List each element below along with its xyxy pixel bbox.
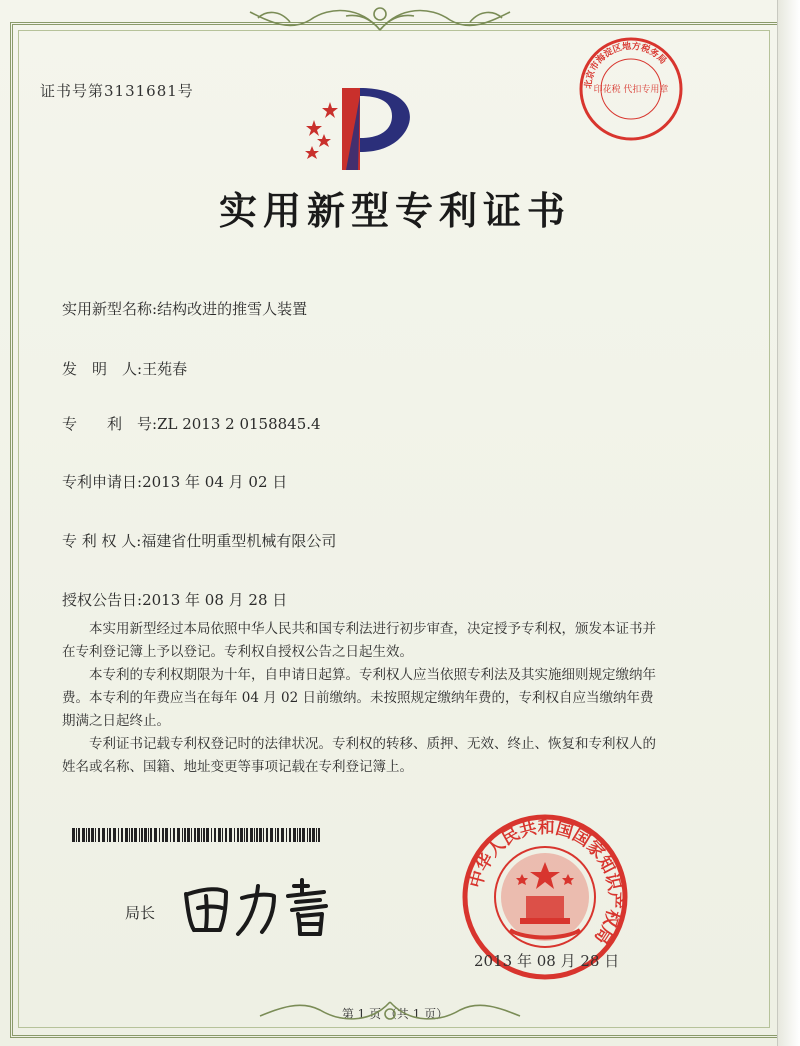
tax-stamp-seal-icon — [576, 34, 686, 144]
barcode-bar — [82, 828, 85, 842]
director-label: 局长 — [125, 904, 156, 922]
barcode-bar — [170, 828, 171, 842]
seal-small-ring-text: 北京市海淀区地方税务局 — [583, 41, 668, 90]
field-label: 实用新型名称: — [62, 300, 158, 318]
barcode-bar — [254, 828, 255, 842]
barcode-bar — [218, 828, 221, 842]
barcode-bar — [225, 828, 227, 842]
barcode-bar — [307, 828, 308, 842]
barcode-bar — [113, 828, 116, 842]
field-label: 专 利 号: — [62, 415, 158, 433]
body-paragraph: 本实用新型经过本局依照中华人民共和国专利法进行初步审查，决定授予专利权，颁发本证书并在专利登记簿上予以登记。专利权自授权公告之日起生效。 — [62, 621, 656, 660]
barcode-bar — [275, 828, 276, 842]
barcode-bar — [240, 828, 243, 842]
barcode-bar — [316, 828, 317, 842]
svg-text:北京市海淀区地方税务局 — [582, 40, 669, 90]
barcode-bar — [244, 828, 245, 842]
barcode-bar — [118, 828, 119, 842]
seal-small-center-text: 印花税 代扣专用章 — [593, 85, 669, 95]
barcode-bar — [309, 828, 311, 842]
barcode-bar — [182, 828, 183, 842]
barcode-bar — [88, 828, 90, 842]
barcode-bar — [187, 828, 190, 842]
barcode-bar — [289, 828, 291, 842]
barcode-bar — [286, 828, 287, 842]
page-footer: 第 1 页 （共 1 页） — [341, 1007, 449, 1021]
barcode-bar — [102, 828, 105, 842]
barcode-bar — [144, 828, 147, 842]
barcode-bar — [177, 828, 180, 842]
barcode-bar — [246, 828, 248, 842]
field-label: 授权公告日: — [62, 591, 143, 609]
barcode-bar — [201, 828, 202, 842]
field-value: 2013 年 04 月 02 日 — [142, 473, 288, 491]
barcode-bar — [211, 828, 212, 842]
barcode-bar — [72, 828, 75, 842]
barcode-bar — [148, 828, 149, 842]
certificate-body — [62, 618, 662, 779]
barcode-bar — [263, 828, 264, 842]
director-signature-icon — [176, 872, 356, 942]
field-application-date — [62, 471, 287, 492]
barcode-bar — [139, 828, 140, 842]
barcode-bar — [184, 828, 186, 842]
barcode-bar — [266, 828, 268, 842]
barcode-bar — [141, 828, 143, 842]
barcode-bar — [91, 828, 94, 842]
barcode-bar — [194, 828, 196, 842]
barcode-bar — [173, 828, 175, 842]
field-patentee — [62, 530, 336, 551]
barcode-bar — [197, 828, 200, 842]
barcode-bar — [78, 828, 80, 842]
barcode-icon — [72, 828, 322, 842]
barcode-bar — [259, 828, 262, 842]
barcode-bar — [125, 828, 128, 842]
barcode-bar — [270, 828, 273, 842]
barcode-bar — [214, 828, 216, 842]
field-value: 王苑春 — [142, 360, 188, 378]
barcode-bar — [281, 828, 284, 842]
barcode-bar — [162, 828, 164, 842]
barcode-bar — [250, 828, 253, 842]
barcode-bar — [98, 828, 100, 842]
field-value: 福建省仕明重型机械有限公司 — [141, 532, 337, 550]
field-value: 结构改进的推雪人装置 — [157, 300, 308, 318]
barcode-bar — [134, 828, 137, 842]
barcode-bar — [107, 828, 108, 842]
barcode-bar — [234, 828, 235, 842]
barcode-bar — [312, 828, 315, 842]
barcode-bar — [76, 828, 77, 842]
barcode-bar — [191, 828, 192, 842]
bottom-ornament-icon — [240, 996, 540, 1026]
field-grant-date — [62, 589, 287, 610]
barcode-bar — [206, 828, 209, 842]
barcode-bar — [256, 828, 258, 842]
body-paragraph: 专利证书记载专利权登记时的法律状况。专利权的转移、质押、无效、终止、恢复和专利权人的姓名或名称、国籍、地址变更等事项记载在专利登记簿上。 — [62, 736, 656, 775]
barcode-bar — [293, 828, 296, 842]
barcode-bar — [318, 828, 320, 842]
field-patent-number — [62, 413, 321, 434]
barcode-bar — [203, 828, 205, 842]
barcode-bar — [229, 828, 232, 842]
seal-date: 2013 年 08 月 28 日 — [474, 952, 620, 970]
field-label: 专利申请日: — [62, 473, 143, 491]
barcode-bar — [165, 828, 168, 842]
barcode-bar — [237, 828, 239, 842]
field-inventor — [62, 358, 187, 379]
certificate-title: 实用新型专利证书 — [218, 188, 571, 233]
barcode-bar — [150, 828, 152, 842]
barcode-bar — [109, 828, 111, 842]
barcode-bar — [222, 828, 223, 842]
barcode-bar — [159, 828, 160, 842]
barcode-bar — [302, 828, 305, 842]
barcode-bar — [154, 828, 157, 842]
barcode-bar — [131, 828, 133, 842]
patent-office-logo-icon — [300, 78, 430, 178]
barcode-bar — [121, 828, 123, 842]
field-value: ZL 2013 2 0158845.4 — [157, 415, 321, 433]
barcode-bar — [86, 828, 87, 842]
barcode-bar — [299, 828, 301, 842]
scan-edge — [777, 0, 800, 1046]
body-paragraph: 本专利的专利权期限为十年，自申请日起算。专利权人应当依照专利法及其实施细则规定缴纳年费。本专利的年费应当在每年 04 月 02 日前缴纳。未按照规定缴纳年费的，专利权自应当缴纳年费期满之日起终止。 — [62, 667, 656, 729]
barcode-bar — [277, 828, 279, 842]
barcode-bar — [95, 828, 96, 842]
seal-large-text: 中华人民共和国国家知识产权局 — [466, 817, 625, 948]
certificate-number: 证书号第3131681号 — [40, 82, 194, 100]
field-value: 2013 年 08 月 28 日 — [142, 591, 288, 609]
top-ornament-icon — [230, 0, 530, 36]
barcode-bar — [297, 828, 298, 842]
field-utility-model-name — [62, 298, 307, 319]
field-label: 发 明 人: — [62, 360, 143, 378]
field-label: 专 利 权 人: — [62, 532, 142, 550]
barcode-bar — [129, 828, 130, 842]
